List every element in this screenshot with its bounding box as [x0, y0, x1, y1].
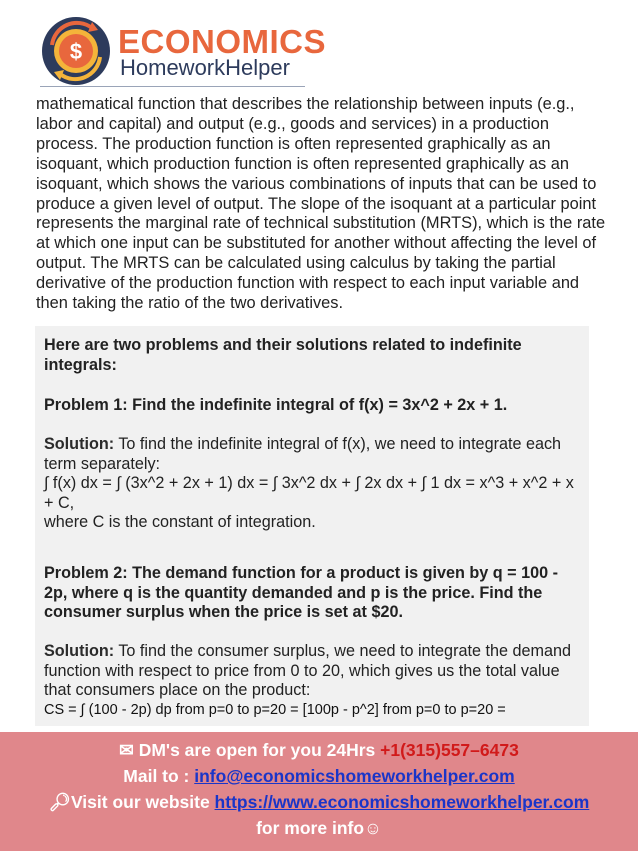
- website-link[interactable]: https://www.economicshomeworkhelper.com: [214, 792, 590, 812]
- box-heading: Here are two problems and their solutions related to indefinite integrals:: [44, 336, 522, 374]
- phone-number[interactable]: +1(315)557–6473: [380, 740, 519, 760]
- problem-1-title: Problem 1: Find the indefinite integral of f(x) = 3x^2 + 2x + 1.: [44, 396, 508, 414]
- solution-1-note: where C is the constant of integration.: [44, 513, 316, 532]
- svg-text:$: $: [69, 39, 83, 64]
- intro-paragraph: mathematical function that describes the relationship between inputs (e.g., labor and capital) and output (e.g., goods and services) in a production process. The production function is often represented graphically as an isoquant, which production function is often represented graphically as an isoquant, which shows the various combinations of inputs that can be used to produce a given level of output. The slope of the isoquant at a particular point represents the marginal rate of technical substitution (MRTS), which is the rate at which one input can be substituted for another without affecting the level of output. The MRTS can be calculated using calculus by taking the partial derivative of the production function with respect to each input variable and then taking the ratio of the two derivatives.: [36, 95, 606, 313]
- problem-2-title: Problem 2: The demand function for a product is given by q = 100 - 2p, where q is the quantity demanded and p is the price. Find the consumer surplus when the price is set at $20.: [44, 564, 559, 622]
- logo-divider: [40, 86, 305, 87]
- contact-footer: [0, 732, 638, 851]
- dm-line: [0, 739, 638, 761]
- visit-label: Visit our website: [70, 792, 215, 812]
- solution-2-label: Solution:: [44, 642, 115, 660]
- solution-1: [44, 435, 584, 533]
- dm-text: DM's are open for you 24Hrs: [138, 740, 381, 760]
- logo-subtitle: HomeworkHelper: [120, 55, 290, 80]
- mail-label: Mail to :: [123, 766, 195, 786]
- email-link[interactable]: info@economicshomeworkhelper.com: [194, 766, 515, 786]
- logo-title: ECONOMICS: [118, 23, 327, 60]
- solution-2: [44, 642, 584, 720]
- solution-1-label: Solution:: [44, 435, 115, 453]
- mail-line: [0, 765, 638, 787]
- solution-1-equation: ∫ f(x) dx = ∫ (3x^2 + 2x + 1) dx = ∫ 3x^2 dx + ∫ 2x dx + ∫ 1 dx = x^3 + x^2 + x + C,: [44, 474, 574, 512]
- dollar-coin-arrows-icon: [40, 15, 112, 87]
- solution-2-text: To find the consumer surplus, we need to integrate the demand function with respect to price from 0 to 20, which gives us the total value that consumers place on the product:: [44, 642, 571, 700]
- problems-box: [35, 326, 589, 726]
- solution-2-equation: CS = ∫ (100 - 2p) dp from p=0 to p=20 = [100p - p^2] from p=0 to p=20 =: [44, 701, 506, 718]
- magnifier-icon: 🔎︎: [48, 792, 71, 812]
- solution-1-text: To find the indefinite integral of f(x), we need to integrate each term separately:: [44, 435, 562, 473]
- more-info-line: for more info☺: [256, 818, 382, 838]
- brand-logo: [40, 15, 327, 85]
- envelope-icon: ✉: [119, 740, 134, 760]
- website-line: [0, 791, 638, 813]
